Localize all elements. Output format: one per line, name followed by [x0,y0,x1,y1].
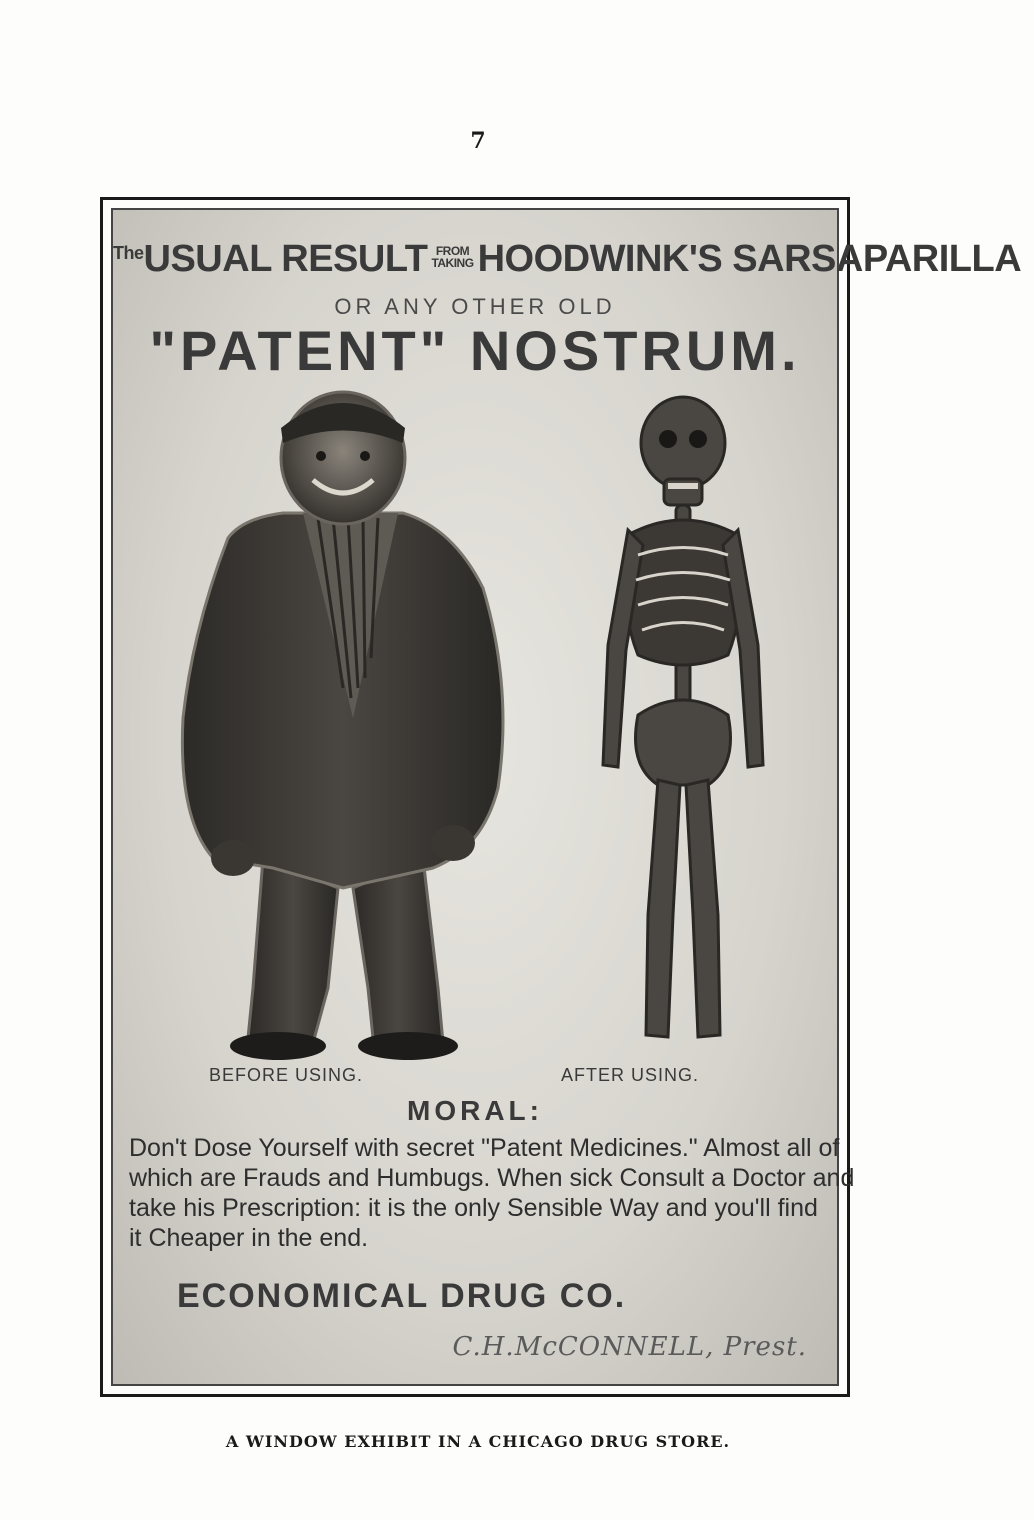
skeleton-figure [568,395,798,1055]
signature: C.H.McCONNELL, Prest. [452,1332,807,1362]
poster-heading-line1 [113,238,1022,281]
heading-from: FROM [435,244,470,258]
moral-title: MORAL: [407,1095,543,1126]
label-after-using: AFTER USING. [561,1065,700,1085]
heading-sarsaparilla: HOODWINK'S SARSAPARILLA [477,238,1022,280]
photo-caption: A WINDOW EXHIBIT IN A CHICAGO DRUG STORE. [225,1432,731,1451]
label-before-using: BEFORE USING. [209,1065,364,1085]
moral-line: which are Frauds and Humbugs. When sick Consult a Doctor and [129,1164,855,1192]
poster-plate [111,208,1022,1386]
page-number: 7 [470,128,486,154]
heading-taking: TAKING [431,256,474,270]
moral-line: Don't Dose Yourself with secret "Patent Medicines." Almost all of [129,1134,840,1162]
fat-man-figure [153,388,533,1068]
heading-usual-result: USUAL RESULT [143,238,428,280]
poster-photograph-frame [100,197,1022,1397]
moral-text [129,1133,855,1253]
poster-heading-line2: OR ANY OTHER OLD [334,294,616,319]
moral-line: take his Prescription: it is the only Sensible Way and you'll find [129,1194,818,1222]
heading-the: The [113,243,144,263]
heading-from-taking [431,245,473,269]
moral-line: it Cheaper in the end. [129,1224,369,1252]
poster-heading-line3: "PATENT" NOSTRUM. [149,319,801,382]
company-name: ECONOMICAL DRUG CO. [177,1277,627,1315]
